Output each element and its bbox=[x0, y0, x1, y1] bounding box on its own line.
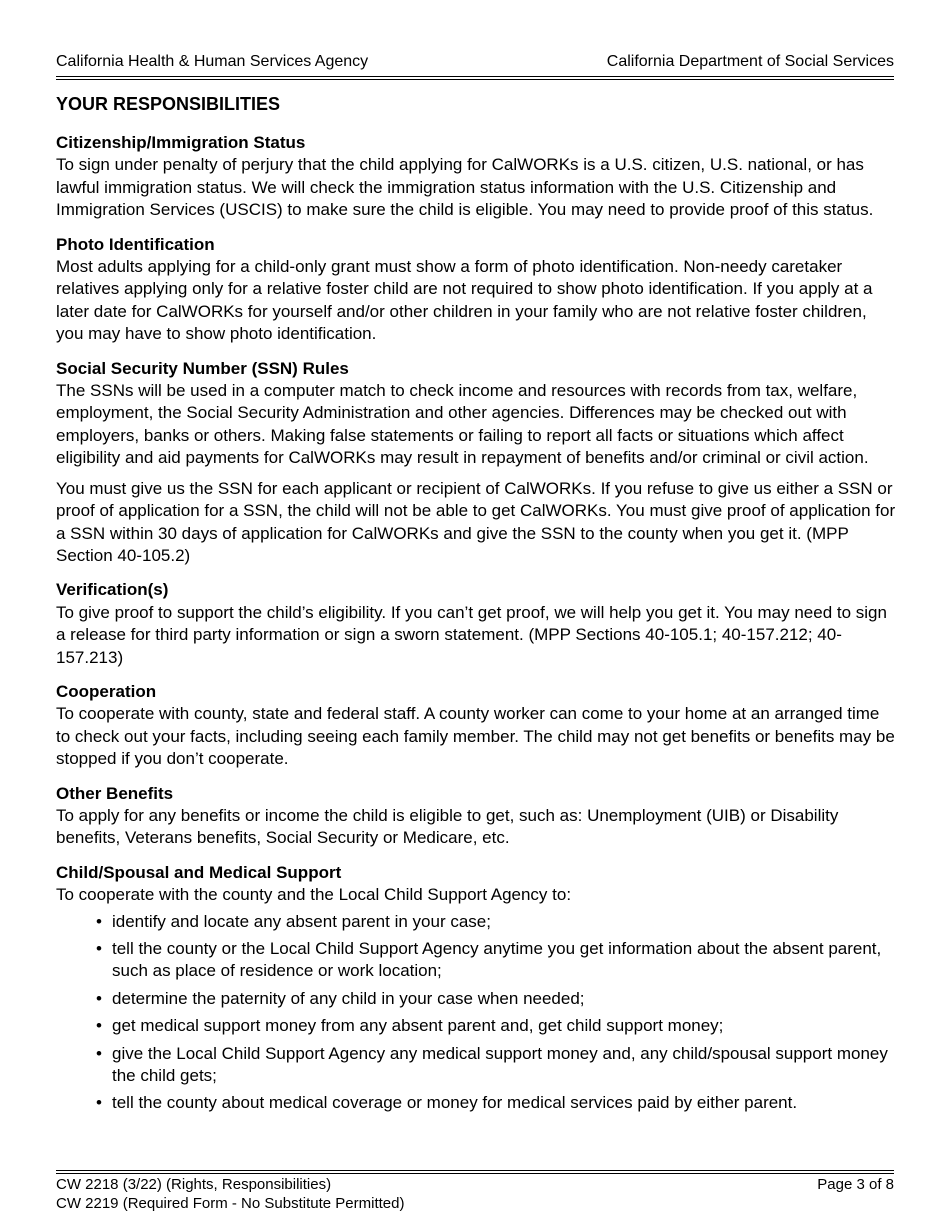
department-name: California Department of Social Services bbox=[606, 53, 894, 70]
list-item: • tell the county about medical coverage or money for medical services paid by either parent. bbox=[96, 1092, 896, 1114]
page-title: YOUR RESPONSIBILITIES bbox=[56, 94, 281, 114]
section-heading: Verification(s) bbox=[56, 580, 169, 600]
list-item: • tell the county or the Local Child Support Agency anytime you get information about the absent parent, such as place of residence or work location; bbox=[96, 938, 896, 983]
section-paragraph: The SSNs will be used in a computer match to check income and resources with records from tax, welfare, employment, the Social Security Administration and other agencies. Differences may be checked out with employers, banks or others. Making false statements or failing to report all facts or situations which affect eligibility and aid payments for CalWORKs may result in repayment of benefits and/or criminal or civil action. bbox=[56, 381, 869, 468]
section-paragraph: To cooperate with the county and the Local Child Support Agency to: bbox=[56, 885, 572, 905]
page-header bbox=[56, 52, 894, 72]
page-footer bbox=[56, 1175, 894, 1213]
section-verifications bbox=[56, 579, 896, 669]
section-paragraph: To sign under penalty of perjury that the child applying for CalWORKs is a U.S. citizen, U.S. national, or has lawful immigration status. We will check the immigration status information with the U.S. Citizenship and Immigration Services (USCIS) to make sure the child is eligible. You may need to provide proof of this status. bbox=[56, 155, 874, 220]
header-divider bbox=[56, 76, 894, 77]
page-number: Page 3 of 8 bbox=[817, 1176, 894, 1193]
section-heading: Social Security Number (SSN) Rules bbox=[56, 358, 349, 378]
footer-divider-double bbox=[56, 1173, 894, 1174]
section-heading: Other Benefits bbox=[56, 783, 174, 803]
section-paragraph: To cooperate with county, state and federal staff. A county worker can come to your home at an arranged time to check out your facts, including seeing each family member. The child may not get benefits or benefits may be stopped if you don’t cooperate. bbox=[56, 704, 895, 769]
section-child-support bbox=[56, 862, 896, 1115]
section-paragraph: You must give us the SSN for each applicant or recipient of CalWORKs. If you refuse to give us either a SSN or proof of application for a SSN, the child will not be able to get CalWORKs. You must give proof of application for a SSN within 30 days of application for CalWORKs and give the SSN to the county when you get it. (MPP Section 40-105.2) bbox=[56, 478, 896, 565]
form-number-secondary: CW 2219 (Required Form - No Substitute Permitted) bbox=[56, 1195, 405, 1212]
footer-divider bbox=[56, 1170, 894, 1171]
section-cooperation bbox=[56, 681, 896, 771]
support-duties-list bbox=[56, 911, 896, 1115]
section-ssn-rules bbox=[56, 358, 896, 568]
section-photo-identification bbox=[56, 234, 896, 346]
section-paragraph: Most adults applying for a child-only grant must show a form of photo identification. Non-needy caretaker relatives applying only for a relative foster child are not required to show photo identification. If you apply at a later date for CalWORKs for yourself and/or other children in your family who are not relative foster children, you may have to show photo identification. bbox=[56, 257, 873, 344]
section-other-benefits bbox=[56, 783, 896, 850]
section-heading: Cooperation bbox=[56, 681, 157, 701]
section-heading: Citizenship/Immigration Status bbox=[56, 133, 306, 152]
section-citizenship bbox=[56, 132, 896, 222]
list-item: • get medical support money from any absent parent and, get child support money; bbox=[96, 1015, 896, 1037]
section-paragraph: To give proof to support the child’s eligibility. If you can’t get proof, we will help you get it. You may need to sign a release for third party information or sign a sworn statement. (MPP Sections 40-105.1; 40-157.212; 40-157.213) bbox=[56, 602, 887, 667]
list-item: • determine the paternity of any child in your case when needed; bbox=[96, 988, 896, 1010]
list-item: • give the Local Child Support Agency any medical support money and, any child/spousal support money the child gets; bbox=[96, 1043, 896, 1088]
form-number: CW 2218 (3/22) (Rights, Responsibilities) bbox=[56, 1176, 332, 1193]
section-heading: Photo Identification bbox=[56, 234, 215, 254]
agency-name: California Health & Human Services Agency bbox=[56, 53, 369, 70]
list-item: • identify and locate any absent parent in your case; bbox=[96, 911, 896, 933]
section-paragraph: To apply for any benefits or income the child is eligible to get, such as: Unemployment (UIB) or Disability benefits, Veterans benefits, Social Security or Medicare, etc. bbox=[56, 805, 839, 848]
section-heading: Child/Spousal and Medical Support bbox=[56, 862, 342, 882]
header-divider-double bbox=[56, 79, 894, 80]
document-body bbox=[56, 93, 896, 1127]
